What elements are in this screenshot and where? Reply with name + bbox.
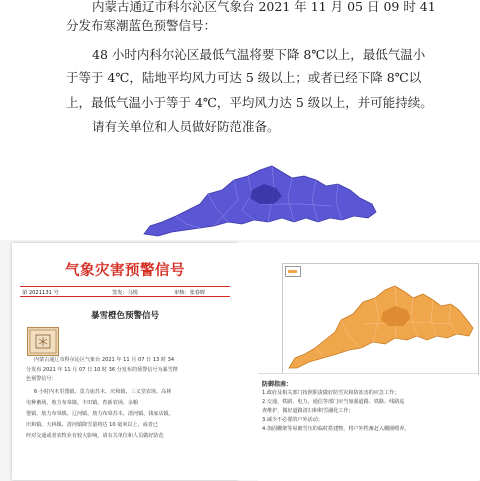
sheet-title: 气象灾害预警信号 bbox=[65, 262, 185, 279]
body-line: 分发布 2021 年 11 月 07 日 10 时 36 分发布的预警信号为暴雪橙 bbox=[26, 367, 178, 373]
notice-line: 上，最低气温小于等于 4℃，平均风力达 5 级以上，并可能持续。 bbox=[66, 95, 433, 110]
guide-line: 3.减少不必要的户外活动； bbox=[262, 417, 323, 423]
guide-line: 1.政府及相关部门按照职责做好防雪灾和防冻害的应急工作； bbox=[262, 390, 400, 396]
defense-guide bbox=[258, 373, 478, 481]
body-line: 内蒙古通辽市科尔沁区气象台 2021 年 11 月 07 日 13 时 34 bbox=[34, 357, 175, 363]
signer: 签发：马悦 bbox=[112, 290, 138, 296]
notice-line: 请有关单位和人员做好防范准备。 bbox=[92, 119, 280, 134]
body-line: 色预警信号： bbox=[26, 376, 57, 382]
blue-warning-map bbox=[142, 160, 378, 240]
guide-line: 查维护，做好道路清扫和积雪融化工作； bbox=[262, 408, 354, 414]
map-legend bbox=[285, 266, 301, 277]
body-line: 庆和镇、大林镇、清河镇降雪量将达 10 毫米以上，或者已 bbox=[26, 422, 158, 428]
cold-wave-notice bbox=[0, 0, 480, 240]
orange-warning-map bbox=[283, 264, 478, 374]
blizzard-orange-signal-icon bbox=[27, 327, 59, 356]
orange-map-frame bbox=[282, 263, 479, 375]
notice-line: 内蒙古通辽市科尔沁区气象台 2021 年 11 月 05 日 09 时 41 bbox=[92, 0, 436, 14]
blizzard-warning-sheet bbox=[12, 243, 238, 480]
reviewer: 审核：张春晖 bbox=[174, 290, 206, 296]
meta-rule bbox=[20, 296, 230, 297]
guide-title: 防御指南： bbox=[262, 381, 293, 388]
guide-line: 4.加固棚架等易被雪压的临时搭建物，将户外牲畜赶入棚圈喂养。 bbox=[262, 426, 410, 432]
body-line: 6 小时内木里图镇、莫力庙苏木、庆和镇、三义堂农场、高林 bbox=[34, 389, 172, 395]
body-line: 经对交通或者农牧业有较大影响，请有关单位和人员做好防范 bbox=[26, 433, 164, 439]
title-rule bbox=[20, 286, 230, 287]
orange-warning-panel bbox=[238, 243, 480, 480]
notice-line: 48 小时内科尔沁区最低气温将要下降 8℃以上，最低气温小 bbox=[92, 47, 426, 62]
issue-number: 第 2021131 号 bbox=[22, 290, 59, 296]
sheet-subtitle: 暴雪橙色预警信号 bbox=[90, 311, 159, 321]
body-line: 堡镇、敖力布皋镇、辽河镇、敖力布皋苏木、清河镇、钱家店镇、 bbox=[26, 411, 174, 417]
guide-line: 2.交通、铁路、电力、通信等部门应当加强道路、铁路、线路巡 bbox=[262, 399, 405, 405]
notice-line: 分发布寒潮蓝色预警信号： bbox=[66, 18, 217, 33]
body-line: 屯种畜场、敖力布皋镇、丰田镇、育新农场、余粮 bbox=[26, 400, 139, 406]
notice-line: 于等于 4℃，陆地平均风力可达 5 级以上；或者已经下降 8℃以 bbox=[66, 70, 422, 85]
